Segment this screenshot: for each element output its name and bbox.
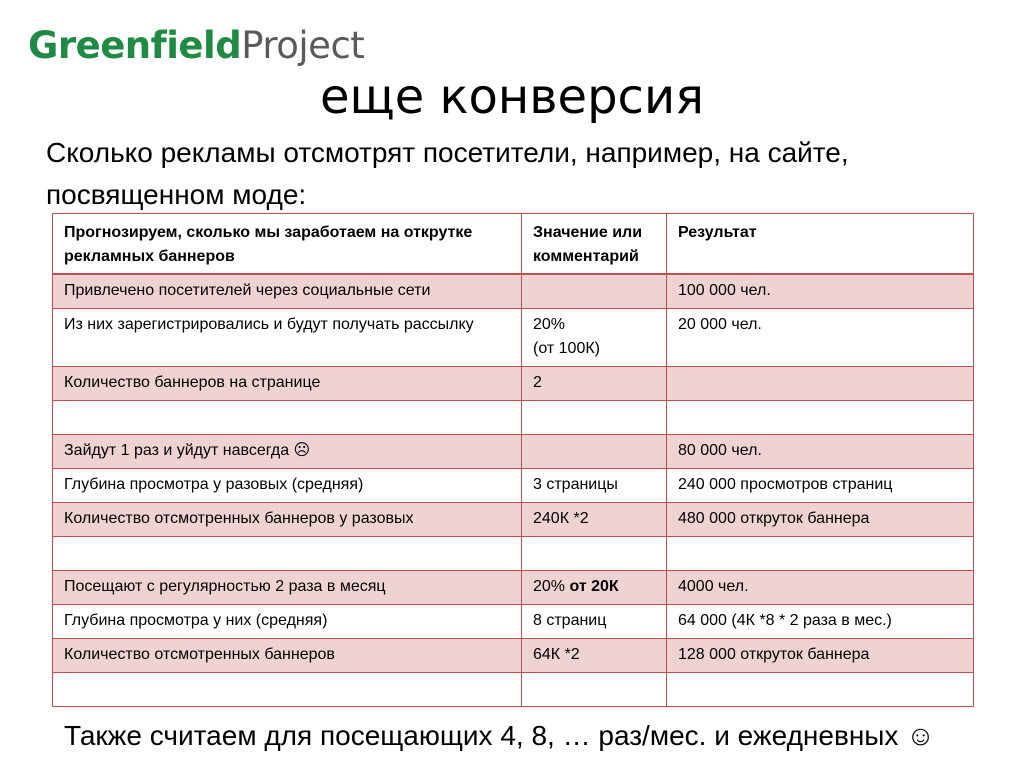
row-value [522,435,667,469]
header-cell-result: Результат [667,214,974,275]
slide-footer-text: Также считаем для посещающих 4, 8, … раз/мес. и ежедневных ☺ [64,720,935,751]
slide-lead-text: Сколько рекламы отсмотрят посетители, например, на сайте, посвященном моде: [46,137,849,210]
row-label: Глубина просмотра у разовых (средняя) [53,469,522,503]
row-result: 4000 чел. [667,571,974,605]
table-row-empty [53,673,974,707]
row-value: 8 страниц [522,605,667,639]
row-value [522,309,667,367]
row-result: 240 000 просмотров страниц [667,469,974,503]
logo-project: Project [241,24,365,67]
slide-title: еще конверсия [319,69,705,125]
row-value [522,401,667,435]
row-value [522,673,667,707]
greenfield-project-logo [28,22,364,70]
row-result [667,401,974,435]
row-label [53,401,522,435]
row-result: 100 000 чел. [667,274,974,309]
row-result [667,673,974,707]
table-row [53,605,974,639]
table-row [53,309,974,367]
row-value: 2 [522,367,667,401]
table-row [53,469,974,503]
row-value [522,571,667,605]
row-label: Количество отсмотренных баннеров [53,639,522,673]
table-row [53,571,974,605]
row-label [53,673,522,707]
row-value-bold: от 20К [569,578,619,595]
row-label: Глубина просмотра у них (средняя) [53,605,522,639]
row-value [522,274,667,309]
row-result [667,367,974,401]
row-label: Из них зарегистрировались и будут получать рассылку [53,309,522,367]
row-label [53,537,522,571]
row-result: 128 000 откруток баннера [667,639,974,673]
row-label: Зайдут 1 раз и уйдут навсегда ☹ [53,435,522,469]
row-value: 240К *2 [522,503,667,537]
row-result [667,537,974,571]
row-label: Посещают с регулярностью 2 раза в месяц [53,571,522,605]
header-cell-value: Значение или комментарий [522,214,667,275]
table-row [53,274,974,309]
logo-greenfield: Greenfield [28,24,242,67]
row-value: 64К *2 [522,639,667,673]
table-row-empty [53,401,974,435]
row-value-line2: (от 100К) [533,340,600,357]
row-label: Количество отсмотренных баннеров у разовых [53,503,522,537]
table-row [53,435,974,469]
table-header-row [53,214,974,275]
row-value-plain: 20% [533,578,570,595]
table-row-empty [53,537,974,571]
row-result: 20 000 чел. [667,309,974,367]
row-label: Привлечено посетителей через социальные сети [53,274,522,309]
row-value-line1: 20% [533,316,566,333]
row-result: 480 000 откруток баннера [667,503,974,537]
row-result: 80 000 чел. [667,435,974,469]
row-value: 3 страницы [522,469,667,503]
row-value [522,537,667,571]
table-row [53,367,974,401]
row-label: Количество баннеров на странице [53,367,522,401]
table-row [53,503,974,537]
header-cell-forecast: Прогнозируем, сколько мы заработаем на открутке рекламных баннеров [53,214,522,275]
table-row [53,639,974,673]
row-result: 64 000 (4К *8 * 2 раза в мес.) [667,605,974,639]
revenue-forecast-table [52,213,974,707]
